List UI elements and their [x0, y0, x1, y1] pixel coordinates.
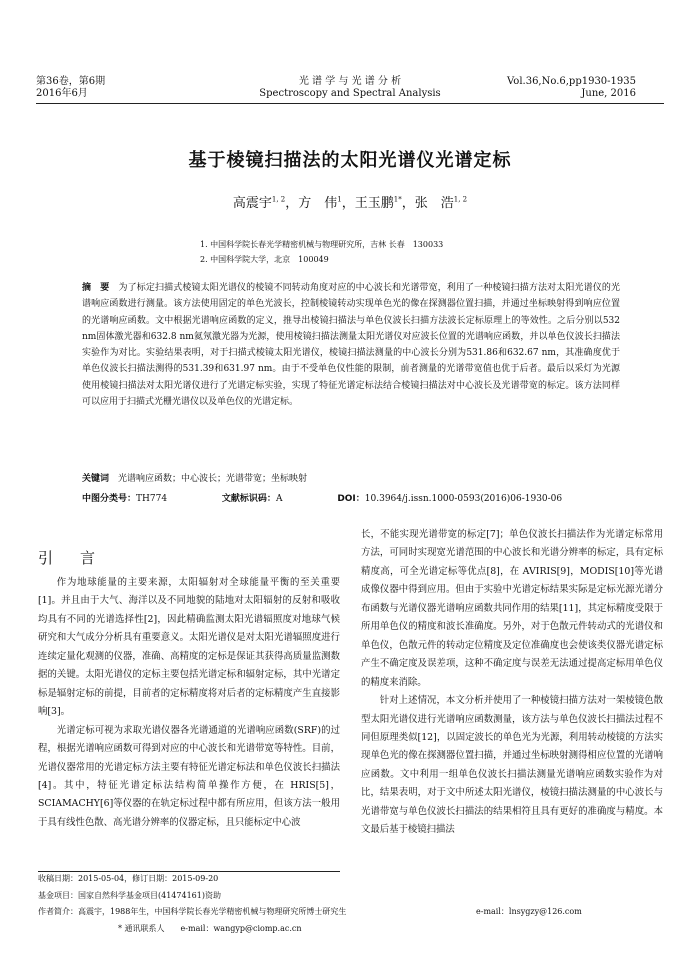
keywords-text: 光谱响应函数；中心波长；光谱带宽；坐标映射: [118, 474, 308, 484]
author-list: 高震宇$^{1, 2}$，方 伟$^1$，王玉鹏$^{1*}$，张 浩$^{1, 2}$: [232, 195, 468, 211]
doi-label: DOI：: [337, 494, 365, 504]
footnotes: [38, 871, 678, 937]
affiliations: [200, 237, 443, 267]
doc-code-value: A: [275, 494, 283, 504]
author-affil-mark: 1, 2: [271, 195, 286, 204]
author-affil-mark: 1, 2: [453, 195, 468, 204]
body-paragraph: 长，不能实现光谱带宽的标定[7]；单色仪波长扫描法作为光谱定标常用方法，可同时实现宽光谱范围的中心波长和光谱分辨率的标定，具有定标精度高，可全光谱定标等优点[8]，在 AVIRIS[9]，MODIS[10]等光谱成像仪器中得到应用。但由于实验中光谱定标结果实际是定标光源光谱分布函数与光谱仪器光谱响应函数共同作用的结果[11]，其定标精度受限于所用单色仪的精度和波长准确度。另外，对于色散元件转动式的光谱仪和单色仪，色散元件的转动定位精度及定位准确度也会使该类仪器光谱定标产生不确定度及误差项，这种不确定度与误差无法通过提高定标用单色仪的精度来消除。: [361, 529, 663, 688]
publication-date-en: June, 2016: [581, 88, 636, 99]
body-column-left: [38, 574, 340, 832]
body-column-right: [361, 526, 663, 840]
author-bio-line: [38, 904, 678, 921]
fund-info: 基金项目：国家自然科学基金项目(41474161)资助: [38, 890, 221, 900]
affiliation-item: 2. 中国科学院大学，北京 100049: [200, 255, 329, 264]
corresponding-author: * 通讯联系人 e-mail：wangyp@ciomp.ac.cn: [118, 923, 302, 933]
author-name: 高震宇: [232, 196, 272, 211]
journal-volume-info-en: [507, 76, 636, 100]
publication-date-cn: 2016年6月: [36, 88, 88, 99]
body-paragraph: 光谱定标可视为求取光谱仪器各光谱通道的光谱响应函数(SRF)的过程，根据光谱响应函数可得到对应的中心波长和光谱带宽等特性。目前，光谱仪器常用的光谱定标方法主要有特征光谱定标法和单色仪波长扫描法[4]。其中，特征光谱定标法结构简单操作方便，在 HRIS[5]，SCIAMACHY[6]等仪器的在轨定标过程中都有所应用，但该方法一般用于具有线性色散、高光谱分辨率的仪器定标，且只能标定中心波: [38, 724, 340, 828]
section-heading-introduction: 引 言: [38, 549, 102, 567]
abstract-text: 为了标定扫描式棱镜太阳光谱仪的棱镜不同转动角度对应的中心波长和光谱带宽，利用了一种棱镜扫描方法对太阳光谱仪的光谱响应函数进行测量。该方法使用固定的单色光波长，控制棱镜转动实现单色光的像在探测器位置扫描，并通过坐标映射得到响应位置的光谱响应函数。文中根据光谱响应函数的定义，推导出棱镜扫描法与单色仪波长扫描方法波长定标原理上的等效性。之后分别以532 nm固体激光器和632.8 nm氦氖激光器为光源，使用棱镜扫描法测量太阳光谱仪对应波长位置的光谱响应函数，并以单色仪波长扫描法实验作为对比。实验结果表明，对于扫描式棱镜太阳光谱仪，棱镜扫描法测量的中心波长分别为531.86和632.67 nm，其准确度优于单色仪波长扫描法测得的531.39和631.97 nm。由于不受单色仪性能的限制，前者测量的光谱带宽值也优于后者。最后以采灯为光源使用棱镜扫描法对太阳光谱仪进行了光谱定标实验，实现了特征光谱定标法结合棱镜扫描法对中心波长及光谱带宽的标定。该方法同样可以应用于扫描式光栅光谱仪以及单色仪的光谱定标。: [82, 283, 620, 408]
keywords: [82, 471, 307, 484]
body-paragraph: 针对上述情况，本文分析并使用了一种棱镜扫描方法对一架棱镜色散型太阳光谱仪进行光谱响应函数测量，该方法与单色仪波长扫描法过程不同但原理类似[12]，以固定波长的单色光为光源，利用转动棱镜的方法实现单色光的像在探测器位置扫描，并通过坐标映射测得相应位置的光谱响应函数。文中利用一组单色仪波长扫描法测量光谱响应函数实验作为对比，结果表明，对于文中所述太阳光谱仪，棱镜扫描法测量的中心波长与光谱带宽与单色仪波长扫描法的结果相符且具有更好的准确度与精度。本文最后基于棱镜扫描法: [361, 695, 663, 836]
paper-title: 基于棱镜扫描法的太阳光谱仪光谱定标: [188, 150, 512, 171]
author-name: 方 伟: [298, 196, 338, 211]
abstract-label: 摘 要: [82, 283, 110, 293]
author-bio: 作者简介：高震宇，1988年生，中国科学院长春光学精密机械与物理研究所博士研究生: [38, 907, 347, 916]
author-name: 张 浩: [414, 196, 454, 211]
doi-value: 10.3964/j.issn.1000-0593(2016)06-1930-06: [364, 494, 563, 504]
journal-title-en: Spectroscopy and Spectral Analysis: [259, 88, 441, 99]
abstract: [82, 280, 620, 410]
author-affil-mark: 1*: [393, 195, 402, 204]
header-rule: [36, 103, 664, 104]
volume-issue: 第36卷，第6期: [36, 76, 106, 87]
body-paragraph: 作为地球能量的主要来源，太阳辐射对全球能量平衡的至关重要[1]。并且由于大气、海洋以及不同地貌的陆地对太阳辐射的反射和吸收均具有不同的光谱选择性[2]，因此精确监测太阳光谱辐照度对地球气候研究和大气成分分析具有重要意义。太阳光谱仪是对太阳光谱辐照度进行连续定量化观测的仪器，准确、高精度的定标是保证其获得高质量监测数据的关键。太阳光谱仪的定标主要包括光谱定标和辐射定标，其中光谱定标是辐射定标的前提，目前者的定标精度将对后者的定标精度产生直接影响[3]。: [38, 577, 340, 718]
author-affil-mark: 1: [337, 195, 342, 204]
clc-label: 中图分类号：: [82, 494, 137, 504]
author-email: e-mail：lnsygzy@126.com: [476, 907, 582, 916]
doc-code-label: 文献标识码：: [221, 494, 276, 504]
journal-title-cn: 光 谱 学 与 光 谱 分 析: [298, 76, 402, 87]
keywords-label: 关键词: [82, 474, 110, 484]
received-date: 收稿日期：2015-05-04，修订日期：2015-09-20: [38, 874, 219, 883]
classification-line: [82, 491, 642, 504]
clc-value: TH774: [136, 494, 168, 504]
author-name: 王玉鹏: [354, 196, 394, 211]
affiliation-item: 1. 中国科学院长春光学精密机械与物理研究所，吉林 长春 130033: [200, 240, 444, 249]
volume-pages: Vol.36,No.6,pp1930-1935: [507, 76, 636, 87]
